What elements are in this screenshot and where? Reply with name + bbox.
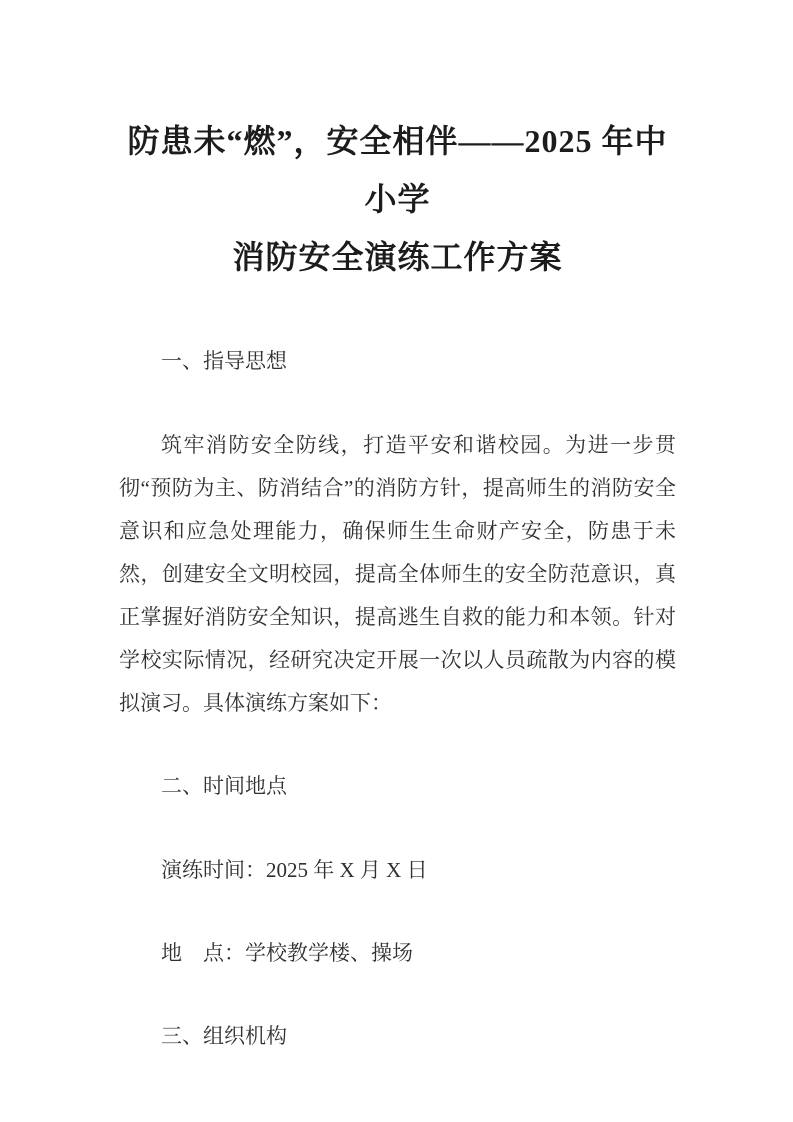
- paragraph-guiding-ideology-body: 筑牢消防安全防线，打造平安和谐校园。为进一步贯彻“预防为主、防消结合”的消防方针，提高师生的消防安全意识和应急处理能力，确保师生生命财产安全，防患于未然，创建安全文明校园，提高全体师生的安全防范意识，真正掌握好消防安全知识，提高逃生自救的能力和本领。针对学校实际情况，经研究决定开展一次以人员疏散为内容的模拟演习。具体演练方案如下：: [119, 433, 676, 715]
- document-title: [119, 112, 676, 286]
- document-title-line-1: 防患未“燃”，安全相伴——2025 年中小学: [127, 123, 668, 217]
- document-title-line-2: 消防安全演练工作方案: [232, 239, 563, 275]
- section-heading-guiding-ideology: 一、指导思想: [161, 349, 287, 373]
- paragraph-drill-location: 地 点：学校教学楼、操场: [161, 941, 413, 965]
- section-heading-organization: 三、组织机构: [161, 1024, 287, 1048]
- section-heading-time-place: 二、时间地点: [161, 774, 287, 798]
- document-content: [119, 112, 676, 1058]
- paragraph-drill-time: 演练时间：2025 年 X 月 X 日: [161, 858, 428, 882]
